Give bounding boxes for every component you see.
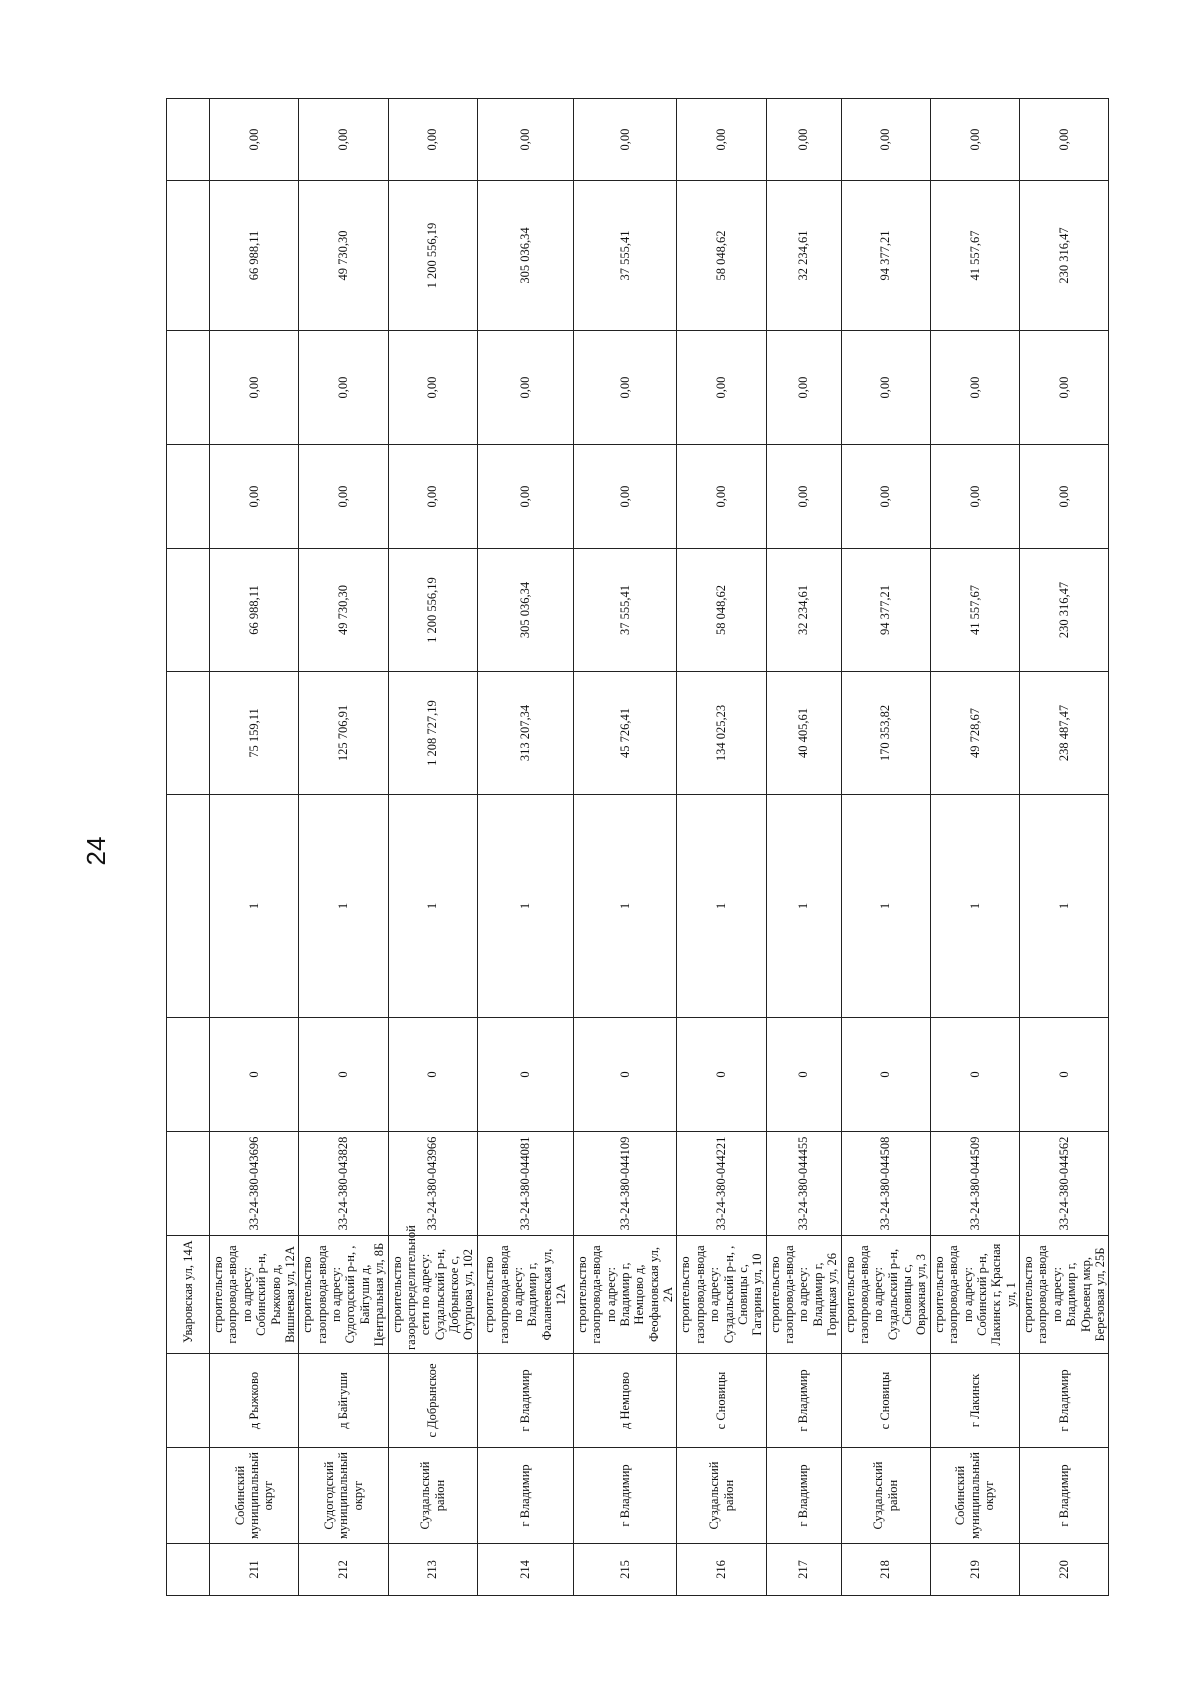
cell-value-3: 0,00 [766,445,841,549]
cell-value-4: 0,00 [677,331,766,445]
cell-value-5: 94 377,21 [841,181,930,331]
cell-count-a: 0 [677,1018,766,1132]
cell-value-6: 0,00 [210,99,299,181]
cell-value-4: 0,00 [766,331,841,445]
cell-empty [167,331,210,445]
cell-count-b: 1 [299,795,388,1018]
cell-value-1: 134 025,23 [677,672,766,795]
cell-value-3: 0,00 [477,445,573,549]
rotated-table-container [166,99,1107,1596]
cell-count-b: 1 [1020,795,1109,1018]
cell-settlement: г Владимир [766,1354,841,1448]
cell-row-number: 220 [1020,1544,1109,1596]
cell-row-number: 216 [677,1544,766,1596]
cell-value-4: 0,00 [930,331,1019,445]
cell-value-1: 49 728,67 [930,672,1019,795]
cell-value-2: 230 316,47 [1020,549,1109,672]
cell-value-2: 1 200 556,19 [388,549,477,672]
cell-value-4: 0,00 [1020,331,1109,445]
cell-value-6: 0,00 [388,99,477,181]
cell-cadastral-number: 33-24-380-044221 [677,1132,766,1236]
table-row [210,99,299,1596]
cell-value-1: 40 405,61 [766,672,841,795]
cell-value-1: 125 706,91 [299,672,388,795]
cell-settlement: с Добрынское [388,1354,477,1448]
cell-object-description: строительство газопровода-ввода по адресу: Судогодский р-н, , Байгуши д, Центральная ул, 8Б [299,1236,388,1354]
cell-count-b: 1 [573,795,677,1018]
cell-count-b: 1 [677,795,766,1018]
cell-count-a: 0 [477,1018,573,1132]
cell-value-1: 313 207,34 [477,672,573,795]
cell-value-6: 0,00 [766,99,841,181]
cell-value-6: 0,00 [841,99,930,181]
cell-object-description: строительство газопровода-ввода по адресу: Суздальский р-н, Сновицы с, Овражная ул, 3 [841,1236,930,1354]
table-row [841,99,930,1596]
cell-value-2: 305 036,34 [477,549,573,672]
cell-value-5: 32 234,61 [766,181,841,331]
cell-value-1: 75 159,11 [210,672,299,795]
cell-value-4: 0,00 [388,331,477,445]
cell-value-3: 0,00 [930,445,1019,549]
table-row [1020,99,1109,1596]
cell-value-6: 0,00 [573,99,677,181]
cell-value-5: 58 048,62 [677,181,766,331]
cell-value-1: 170 353,82 [841,672,930,795]
cell-cadastral-number: 33-24-380-044109 [573,1132,677,1236]
cell-value-5: 37 555,41 [573,181,677,331]
cell-value-5: 1 200 556,19 [388,181,477,331]
cell-value-4: 0,00 [299,331,388,445]
cell-row-number: 218 [841,1544,930,1596]
cell-settlement: с Сновицы [677,1354,766,1448]
cell-count-b: 1 [930,795,1019,1018]
cell-object-description: строительство газопровода-ввода по адресу: Владимир г, Немцово д, Феофановская ул, 2А [573,1236,677,1354]
cell-row-number: 211 [210,1544,299,1596]
cell-cadastral-number: 33-24-380-043828 [299,1132,388,1236]
cell-value-1: 1 208 727,19 [388,672,477,795]
cell-empty [167,1132,210,1236]
cell-cadastral-number: 33-24-380-044509 [930,1132,1019,1236]
cell-value-5: 41 557,67 [930,181,1019,331]
cell-value-6: 0,00 [1020,99,1109,181]
cell-value-5: 230 316,47 [1020,181,1109,331]
cell-empty [167,1018,210,1132]
cell-settlement: д Немцово [573,1354,677,1448]
cell-object-description: строительство газопровода-ввода по адресу: Владимир г, Юрьевец мкр, Березовая ул, 25Б [1020,1236,1109,1354]
cell-object-description: строительство газопровода-ввода по адресу: Собинский р-н, Рыжково д, Вишневая ул, 12А [210,1236,299,1354]
cell-district: Собинский муниципальный округ [930,1448,1019,1544]
continuation-row [167,99,210,1596]
cell-cadastral-number: 33-24-380-043966 [388,1132,477,1236]
cell-count-b: 1 [388,795,477,1018]
cell-value-2: 66 988,11 [210,549,299,672]
cell-object-description: строительство газораспределительной сети по адресу: Суздальский р-н, Добрынское с, Огурцова ул, 102 [388,1236,477,1354]
cell-value-2: 58 048,62 [677,549,766,672]
cell-value-3: 0,00 [299,445,388,549]
cell-empty [167,672,210,795]
cell-count-a: 0 [766,1018,841,1132]
cell-district: г Владимир [766,1448,841,1544]
cell-empty [167,1354,210,1448]
cell-count-a: 0 [841,1018,930,1132]
cell-district: г Владимир [477,1448,573,1544]
cell-empty [167,99,210,181]
cell-district: Собинский муниципальный округ [210,1448,299,1544]
cell-value-3: 0,00 [388,445,477,549]
cell-count-b: 1 [210,795,299,1018]
cell-cadastral-number: 33-24-380-044455 [766,1132,841,1236]
cell-value-6: 0,00 [930,99,1019,181]
cell-value-4: 0,00 [477,331,573,445]
cell-count-a: 0 [573,1018,677,1132]
cell-count-a: 0 [930,1018,1019,1132]
cell-empty [167,1448,210,1544]
cell-value-6: 0,00 [677,99,766,181]
cell-row-number: 213 [388,1544,477,1596]
table-row [766,99,841,1596]
cell-value-3: 0,00 [210,445,299,549]
cell-object-description: строительство газопровода-ввода по адресу: Собинский р-н, Лакинск г, Красная ул, 1 [930,1236,1019,1354]
cell-value-1: 238 487,47 [1020,672,1109,795]
cell-value-6: 0,00 [299,99,388,181]
cell-count-b: 1 [477,795,573,1018]
cell-value-2: 32 234,61 [766,549,841,672]
cell-settlement: д Рыжково [210,1354,299,1448]
cell-empty [167,445,210,549]
cell-row-number: 214 [477,1544,573,1596]
table-row [388,99,477,1596]
cell-count-a: 0 [210,1018,299,1132]
cell-cadastral-number: 33-24-380-043696 [210,1132,299,1236]
cell-value-5: 49 730,30 [299,181,388,331]
table-row [299,99,388,1596]
cell-row-number: 219 [930,1544,1019,1596]
cell-district: г Владимир [1020,1448,1109,1544]
cell-settlement: д Байгуши [299,1354,388,1448]
cell-value-3: 0,00 [841,445,930,549]
cell-district: Суздальский район [388,1448,477,1544]
table-row [930,99,1019,1596]
cell-value-4: 0,00 [210,331,299,445]
cell-value-1: 45 726,41 [573,672,677,795]
table-row [573,99,677,1596]
cell-cadastral-number: 33-24-380-044081 [477,1132,573,1236]
cell-value-5: 66 988,11 [210,181,299,331]
cell-settlement: г Владимир [477,1354,573,1448]
cell-value-4: 0,00 [841,331,930,445]
cell-settlement: с Сновицы [841,1354,930,1448]
table-row [477,99,573,1596]
cell-value-2: 94 377,21 [841,549,930,672]
cell-settlement: г Лакинск [930,1354,1019,1448]
cell-empty [167,1544,210,1596]
cell-value-6: 0,00 [477,99,573,181]
cell-value-4: 0,00 [573,331,677,445]
cell-object-description: строительство газопровода-ввода по адресу: Владимир г, Горицкая ул, 26 [766,1236,841,1354]
gas-pipeline-table [166,98,1109,1596]
cell-row-number: 212 [299,1544,388,1596]
cell-settlement: г Владимир [1020,1354,1109,1448]
document-table-area [166,99,1107,1596]
cell-district: г Владимир [573,1448,677,1544]
cell-value-2: 41 557,67 [930,549,1019,672]
cell-value-3: 0,00 [677,445,766,549]
cell-count-b: 1 [841,795,930,1018]
table-row [677,99,766,1596]
cell-value-2: 37 555,41 [573,549,677,672]
cell-district: Судогодский муниципальный округ [299,1448,388,1544]
cell-cadastral-number: 33-24-380-044562 [1020,1132,1109,1236]
cell-object-description: строительство газопровода-ввода по адресу: Владимир г, Фаланеевская ул, 12А [477,1236,573,1354]
cell-value-5: 305 036,34 [477,181,573,331]
cell-row-number: 215 [573,1544,677,1596]
cell-count-a: 0 [299,1018,388,1132]
cell-value-2: 49 730,30 [299,549,388,672]
cell-value-3: 0,00 [573,445,677,549]
cell-cadastral-number: 33-24-380-044508 [841,1132,930,1236]
cell-count-b: 1 [766,795,841,1018]
cell-empty [167,181,210,331]
cell-district: Суздальский район [677,1448,766,1544]
cell-count-a: 0 [1020,1018,1109,1132]
cell-object-continuation: Уваровская ул, 14А [167,1236,210,1354]
cell-count-a: 0 [388,1018,477,1132]
cell-row-number: 217 [766,1544,841,1596]
cell-district: Суздальский район [841,1448,930,1544]
page-number: 24 [81,836,111,866]
cell-empty [167,549,210,672]
cell-value-3: 0,00 [1020,445,1109,549]
cell-empty [167,795,210,1018]
cell-object-description: строительство газопровода-ввода по адресу: Суздальский р-н, , Сновицы с, Гагарина ул, 10 [677,1236,766,1354]
